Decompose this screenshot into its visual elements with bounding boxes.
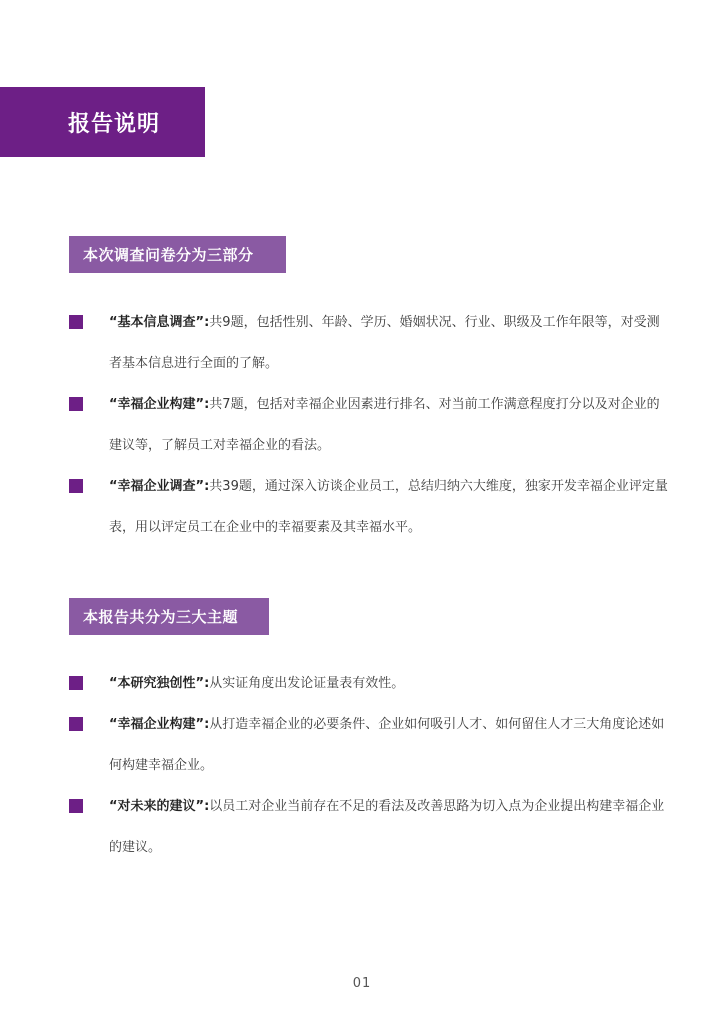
item-body: 共39题，通过深入访谈企业员工，总结归纳六大维度，独家开发幸福企业评定量表，用以评定员工在企业中的幸福要素及其幸福水平。 [109, 479, 668, 535]
bullet-square-icon [69, 799, 83, 813]
bullet-square-icon [69, 676, 83, 690]
section-label-survey-parts: 本次调查问卷分为三部分 [69, 236, 286, 273]
page-number: 01 [352, 976, 372, 991]
section-label-report-themes: 本报告共分为三大主题 [69, 598, 269, 635]
item-key: “本研究独创性”: [109, 676, 210, 691]
list-item [109, 384, 669, 466]
item-body: 共9题，包括性别、年龄、学历、婚姻状况、行业、职级及工作年限等，对受测者基本信息进行全面的了解。 [109, 315, 660, 371]
bullet-square-icon [69, 479, 83, 493]
item-body: 从实证角度出发论证量表有效性。 [209, 676, 405, 691]
bullet-square-icon [69, 717, 83, 731]
list-item [109, 704, 669, 786]
item-key: “幸福企业构建”: [109, 397, 210, 412]
item-body: 以员工对企业当前存在不足的看法及改善思路为切入点为企业提出构建幸福企业的建议。 [109, 799, 665, 855]
list-item [109, 663, 669, 704]
item-key: “幸福企业调查”: [109, 479, 210, 494]
item-body: 从打造幸福企业的必要条件、企业如何吸引人才、如何留住人才三大角度论述如何构建幸福企业。 [109, 717, 665, 773]
list-item [109, 302, 669, 384]
bullet-square-icon [69, 397, 83, 411]
item-key: “对未来的建议”: [109, 799, 210, 814]
title-banner [0, 87, 205, 157]
page-title: 报告说明 [68, 111, 161, 137]
list-item [109, 786, 669, 868]
item-key: “幸福企业构建”: [109, 717, 210, 732]
item-key: “基本信息调查”: [109, 315, 210, 330]
item-body: 共7题，包括对幸福企业因素进行排名、对当前工作满意程度打分以及对企业的建议等，了解员工对幸福企业的看法。 [109, 397, 660, 453]
list-item [109, 466, 669, 548]
bullet-square-icon [69, 315, 83, 329]
